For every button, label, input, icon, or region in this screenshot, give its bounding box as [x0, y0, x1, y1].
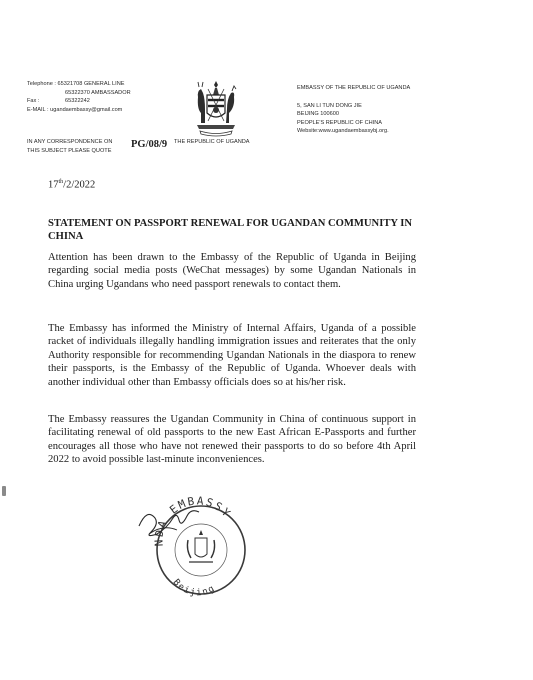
address-line: PEOPLE'S REPUBLIC OF CHINA: [297, 119, 382, 126]
reference-number: PG/08/9: [131, 139, 168, 150]
contact-value: 65321708 GENERAL LINE: [57, 81, 125, 87]
contact-value: ugandaembassy@gmail.com: [50, 106, 123, 113]
contact-row: [27, 80, 131, 89]
letter-date: [48, 179, 95, 191]
contact-row: [27, 97, 131, 106]
correspondence-notice: [27, 138, 112, 155]
contact-key: Fax :: [27, 98, 40, 105]
contact-key: [27, 89, 65, 98]
embassy-address-block: [297, 84, 410, 136]
coat-of-arms-icon: [193, 79, 239, 137]
contact-key: E-MAIL :: [27, 106, 49, 113]
stamp-text-bottom: Beijing: [170, 577, 218, 599]
embassy-name: EMBASSY OF THE REPUBLIC OF UGANDA: [297, 85, 411, 91]
address-line: 5, SAN LI TUN DONG JIE: [297, 102, 362, 109]
contact-value: 65322242: [65, 98, 90, 105]
date-suffix: th: [58, 179, 64, 185]
statement-title: STATEMENT ON PASSPORT RENEWAL FOR UGANDAN COMMUNITY IN CHINA: [48, 218, 413, 242]
contact-row: [27, 89, 131, 98]
body-paragraph: The Embassy reassures the Ugandan Community in China of continuous support in facilitating renewal of old passports to the new East African E-Passports and further encourages all those who have not renewed their passports to do so before 4th April 2022 to avoid possible last-minute inconveniences.: [48, 414, 416, 466]
body-paragraph: The Embassy has informed the Ministry of Internal Affairs, Uganda of a possible racket of individuals illegally handling immigration issues and reiterates that the only Authority responsible for recommending Ugandan Nationals in the diaspora to renew their passports, is the Embassy of the Republic of Uganda. Whoever deals with another individual other than Embassy officials does so at his/her risk.: [48, 323, 416, 388]
body-paragraph: Attention has been drawn to the Embassy of the Republic of Uganda in Beijing regarding social media posts (WeChat messages) by some Ugandan Nationals in China urging Ugandans who need passport renewals to contact them.: [48, 252, 416, 290]
contact-block: [27, 80, 131, 114]
date-day: 17: [48, 179, 59, 191]
correspondence-line: THIS SUBJECT PLEASE QUOTE: [27, 147, 112, 154]
embassy-stamp: [133, 494, 258, 604]
republic-label: THE REPUBLIC OF UGANDA: [174, 139, 250, 145]
website: Website:www.ugandaembassybj.org.: [297, 128, 389, 135]
correspondence-line: IN ANY CORRESPONDENCE ON: [27, 139, 113, 145]
contact-row: [27, 106, 131, 115]
date-rest: /2/2022: [63, 179, 96, 191]
scan-edge-mark: [2, 486, 6, 496]
contact-key: Telephone :: [27, 81, 56, 87]
spacer: [297, 93, 410, 102]
contact-value: 65322370 AMBASSADOR: [65, 89, 131, 96]
stamp-text-top: NDA EMBASSY: [152, 494, 235, 547]
address-line: BEIJING 100600: [297, 111, 339, 118]
